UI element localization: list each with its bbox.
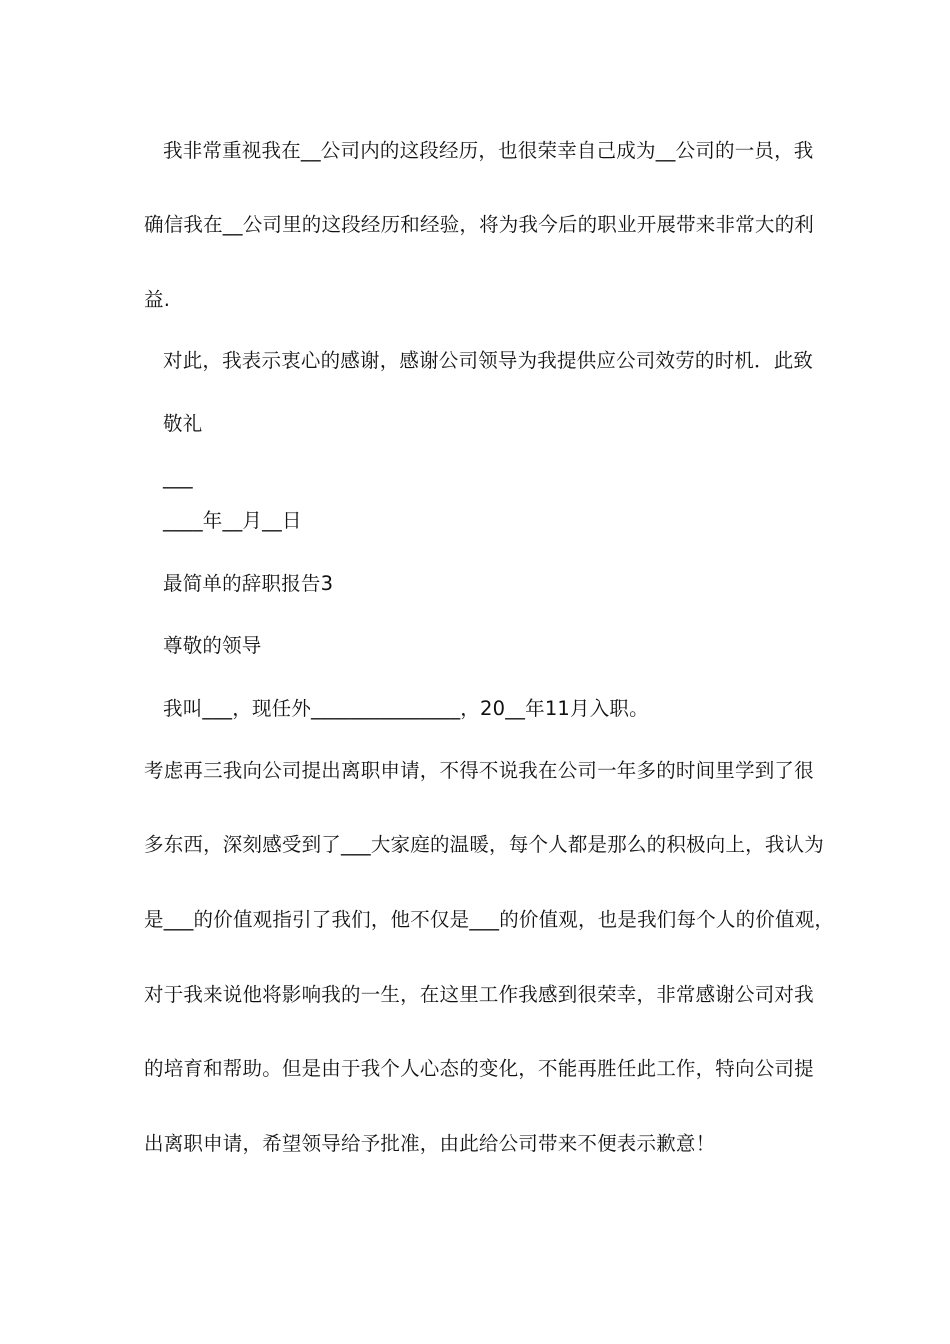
paragraph-line: 对此，我表示衷心的感谢，感谢公司领导为我提供应公司效劳的时机．此致 xyxy=(163,349,814,372)
paragraph-line: 是___的价值观指引了我们，他不仅是___的价值观，也是我们每个人的价值观， xyxy=(144,908,835,931)
paragraph-line: 我叫___，现任外_______________，20__年11月入职。 xyxy=(163,697,649,720)
paragraph-line: 确信我在__公司里的这段经历和经验，将为我今后的职业开展带来非常大的利 xyxy=(144,213,815,236)
section-title: 最简单的辞职报告3 xyxy=(163,572,334,595)
date-line: ____年__月__日 xyxy=(163,509,302,532)
signature-blank: ___ xyxy=(163,466,193,489)
paragraph-line: 的培育和帮助。但是由于我个人心态的变化，不能再胜任此工作，特向公司提 xyxy=(144,1057,814,1080)
greeting: 尊敬的领导 xyxy=(163,634,262,657)
closing-salutation: 敬礼 xyxy=(163,412,203,435)
paragraph-line: 对于我来说他将影响我的一生，在这里工作我感到很荣幸，非常感谢公司对我 xyxy=(144,983,814,1006)
paragraph-line: 我非常重视我在__公司内的这段经历，也很荣幸自己成为__公司的一员，我 xyxy=(163,139,814,162)
paragraph-line: 考虑再三我向公司提出离职申请，不得不说我在公司一年多的时间里学到了很 xyxy=(144,759,814,782)
paragraph-line: 益. xyxy=(144,288,171,311)
paragraph-line: 出离职申请，希望领导给予批准，由此给公司带来不便表示歉意！ xyxy=(144,1132,716,1155)
paragraph-line: 多东西，深刻感受到了___大家庭的温暖，每个人都是那么的积极向上，我认为 xyxy=(144,833,824,856)
